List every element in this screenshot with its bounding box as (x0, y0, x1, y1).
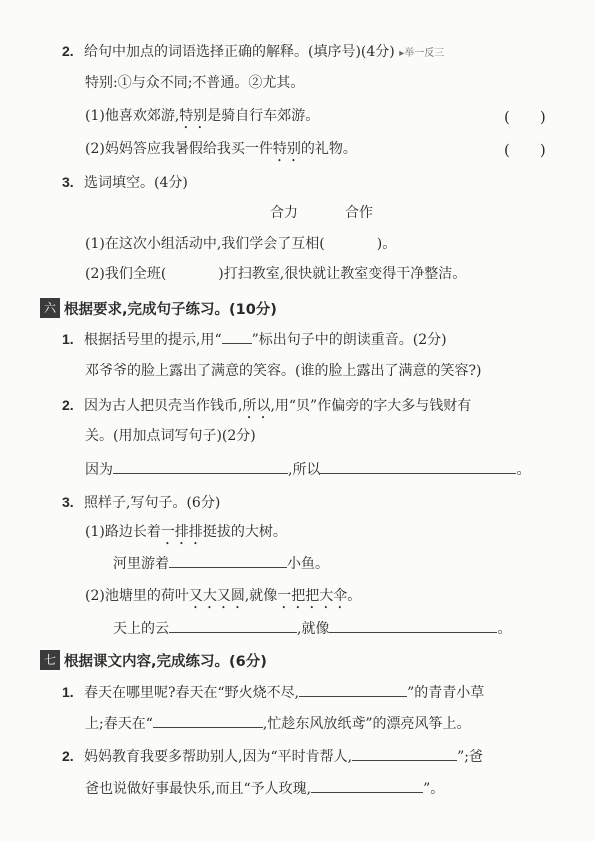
s6-q1-sentence[interactable]: 邓爷爷的脸上露出了满意的笑容。(谁的脸上露出了满意的笑容?) (85, 363, 482, 379)
s6-q2-line-1 (62, 395, 471, 422)
q2-sentence-2 (85, 139, 357, 165)
s6-q3-blank-2[interactable] (169, 618, 297, 633)
section-7-title: 根据课文内容,完成练习。(6分) (64, 653, 267, 670)
s6-q1-pre: 根据括号里的提示,用“ (84, 332, 222, 348)
s6-q2-l1-b: ,用“贝”作偏旁的字大多与钱财有 (270, 398, 472, 414)
s6-q3-s2-a: (2)池塘里的荷叶 (85, 588, 189, 604)
s7-q2-l2-a: 爸也说做好事最快乐,而且“予人玫瑰, (85, 781, 312, 797)
q2-s2-post: 的礼物。 (300, 141, 357, 157)
s6-q3-number: 3. (62, 494, 74, 510)
s6-q2-number: 2. (62, 397, 74, 413)
s6-q3-fill-1-pre: 河里游着 (113, 556, 169, 572)
s6-q3-blank-3[interactable] (329, 618, 497, 633)
q2-s1-pre: (1)他喜欢郊游, (85, 108, 180, 124)
s6-q3-s1-b: 挺拔的大树。 (202, 524, 287, 540)
s6-q2-because: 因为 (85, 462, 113, 478)
s6-q2-blank-2[interactable] (320, 459, 516, 474)
q3-sentence-1 (85, 234, 396, 254)
q2-definitions: 特别:①与众不同;不普通。②尤其。 (85, 75, 305, 91)
s7-q2-l1-b: ”;爸 (457, 749, 483, 765)
q3-word-2: 合作 (345, 205, 373, 221)
s6-q3-fill-1 (113, 553, 329, 574)
s6-q3-s2-dot2: 一把把大伞 (277, 588, 348, 604)
q2-s1-post: 是骑自行车郊游。 (207, 108, 320, 124)
s6-q3-fill-2 (113, 618, 511, 639)
s6-q1-number: 1. (62, 331, 74, 347)
s6-q1-post: ”标出句子中的朗读重音。(2分) (251, 332, 447, 348)
q3-s1-pre: (1)在这次小组活动中,我们学会了互相( (85, 236, 325, 252)
q2-text: 给句中加点的词语选择正确的解释。(填序号)(4分) (84, 44, 395, 60)
q3-sentence-2 (85, 264, 466, 284)
s6-q2-end: 。 (516, 462, 531, 478)
q2-answer-2[interactable]: ( ) (504, 141, 546, 159)
section-6-badge: 六 (40, 298, 60, 318)
s7-q2-blank-2[interactable] (311, 778, 423, 793)
s6-q1-prompt (62, 329, 447, 350)
s7-q2-l2-b: ”。 (423, 781, 445, 797)
q3-prompt (62, 172, 188, 193)
s7-q2-line-2 (85, 778, 444, 799)
s7-q1-number: 1. (62, 684, 74, 700)
s6-q3-fill-2-mid: ,就像 (297, 621, 330, 637)
s7-q2-blank-1[interactable] (352, 746, 457, 761)
s6-q3-s2-dot1: 又大又圆 (188, 588, 245, 604)
s7-q2-number: 2. (62, 748, 74, 764)
q3-s2-pre: (2)我们全班( (85, 266, 167, 282)
s7-q2-line-1 (62, 746, 483, 767)
s7-q1-line-1 (62, 682, 484, 703)
s7-q1-blank-1[interactable] (299, 682, 407, 697)
q2-prompt (62, 41, 444, 64)
s6-q3-s1-a: (1)路边长着 (85, 524, 161, 540)
s6-q2-answer (85, 459, 530, 480)
s6-q3-fill-1-post: 小鱼。 (287, 556, 329, 572)
s6-q3-text: 照样子,写句子。(6分) (84, 495, 221, 511)
q3-text: 选词填空。(4分) (84, 175, 188, 191)
q2-s2-dot: 特别 (272, 141, 301, 157)
s6-q3-s1-dot: 一排排 (160, 524, 203, 540)
q3-s1-post: )。 (376, 236, 397, 252)
s6-q3-prompt (62, 492, 220, 513)
s6-q3-s2-c: 。 (347, 588, 362, 604)
section-7-header (40, 649, 267, 671)
s7-q1-l1-a: 春天在哪里呢?春天在“野火烧不尽, (84, 685, 300, 701)
s7-q1-l2-a: 上;春天在“ (85, 716, 153, 732)
s7-q1-l2-b: ,忙趁东风放纸鸢”的漂亮风筝上。 (262, 716, 471, 732)
s7-q2-l1-a: 妈妈教育我要多帮助别人,因为“平时肯帮人, (84, 749, 353, 765)
s7-q1-l1-b: ”的青青小草 (407, 685, 485, 701)
s6-q3-fill-2-end: 。 (497, 621, 512, 637)
section-7-badge: 七 (40, 650, 60, 670)
s6-q2-l1-dot: 所以 (242, 398, 271, 414)
s6-q3-fill-2-pre: 天上的云 (113, 621, 169, 637)
q3-word-1: 合力 (270, 205, 298, 221)
s6-q1-underline-sample (222, 329, 252, 344)
q2-tag: ▸举一反三 (399, 48, 445, 59)
s6-q2-so: ,所以 (288, 462, 321, 478)
q3-s2-post: )打扫教室,很快就让教室变得干净整洁。 (218, 266, 467, 282)
q2-sentence-1 (85, 106, 319, 132)
s6-q3-s2-b: ,就像 (244, 588, 278, 604)
section-6-title: 根据要求,完成句子练习。(10分) (64, 301, 277, 318)
s6-q2-line-2: 关。(用加点词写句子)(2分) (85, 428, 256, 444)
s7-q1-blank-2[interactable] (153, 713, 263, 728)
q3-number: 3. (62, 174, 74, 190)
q2-s1-dot: 特别 (179, 108, 208, 124)
q2-answer-1[interactable]: ( ) (504, 108, 546, 126)
section-6-header (40, 297, 277, 319)
q2-s2-pre: (2)妈妈答应我暑假给我买一件 (85, 141, 273, 157)
s6-q2-blank-1[interactable] (113, 459, 288, 474)
s7-q1-line-2 (85, 713, 470, 734)
s6-q3-example-2 (85, 586, 361, 612)
s6-q3-example-1 (85, 522, 287, 548)
s6-q2-l1-a: 因为古人把贝壳当作钱币, (84, 398, 243, 414)
s6-q3-blank-1[interactable] (169, 553, 287, 568)
q2-number: 2. (62, 43, 74, 59)
